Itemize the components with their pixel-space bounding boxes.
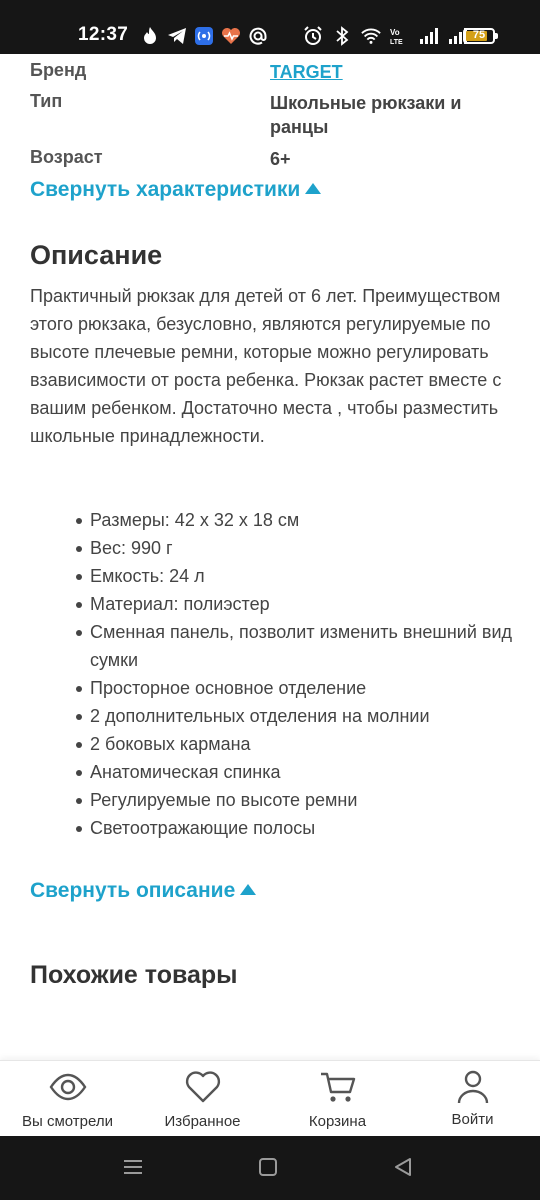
- signal-icon: [419, 26, 439, 46]
- bottom-navigation: [0, 1060, 540, 1136]
- nav-viewed[interactable]: [0, 1061, 135, 1137]
- alarm-icon: [303, 26, 323, 46]
- bluetooth-icon: [332, 26, 352, 46]
- system-navigation-bar: [0, 1136, 540, 1200]
- eye-icon: [48, 1067, 88, 1107]
- fire-icon: [140, 26, 160, 46]
- list-item: Просторное основное отделение: [90, 674, 520, 702]
- list-item: Анатомическая спинка: [90, 758, 520, 786]
- nav-label: Войти: [451, 1111, 494, 1128]
- radio-app-icon: [194, 26, 214, 46]
- list-item: Регулируемые по высоте ремни: [90, 786, 520, 814]
- status-time: 12:37: [78, 24, 129, 45]
- list-item: Размеры: 42 x 32 x 18 см: [90, 506, 520, 534]
- spec-label: Тип: [30, 91, 63, 111]
- home-icon[interactable]: [257, 1156, 279, 1183]
- list-item: Емкость: 24 л: [90, 562, 520, 590]
- telegram-icon: [167, 26, 187, 46]
- heart-icon: [183, 1067, 223, 1107]
- collapse-specs-label: Свернуть характеристики: [30, 178, 301, 201]
- spec-value: 6+: [270, 149, 291, 169]
- similar-products-heading: Похожие товары: [30, 961, 238, 989]
- volte-icon: [390, 26, 410, 46]
- brand-link[interactable]: TARGET: [270, 62, 343, 82]
- status-bar: [0, 0, 540, 54]
- spec-value: Школьные рюкзаки и ранцы: [270, 93, 462, 137]
- user-icon: [453, 1067, 493, 1107]
- nav-cart[interactable]: [270, 1061, 405, 1137]
- svg-text:LTE: LTE: [390, 39, 403, 46]
- battery-icon: [463, 28, 495, 44]
- feature-list: [90, 506, 520, 842]
- collapse-specs-button[interactable]: [30, 178, 321, 202]
- nav-login[interactable]: [405, 1061, 540, 1137]
- back-icon[interactable]: [392, 1156, 414, 1183]
- list-item: Вес: 990 г: [90, 534, 520, 562]
- description-text: Практичный рюкзак для детей от 6 лет. Преимуществом этого рюкзака, безусловно, являются регулируемые по высоте плечевые ремни, которые можно регулировать взависимости от роста ребенка. Рюкзак растет вместе с вашим ребенком. Достаточно места , чтобы разместить школьные принадлежности.: [30, 286, 502, 446]
- list-item: Светоотражающие полосы: [90, 814, 520, 842]
- menu-icon[interactable]: [122, 1156, 144, 1183]
- wifi-icon: [361, 26, 381, 46]
- battery-level: 75: [472, 29, 486, 41]
- chevron-up-icon: [240, 884, 256, 895]
- heart-pulse-icon: [221, 26, 241, 46]
- nav-label: Вы смотрели: [22, 1113, 113, 1130]
- list-item: 2 дополнительных отделения на молнии: [90, 702, 520, 730]
- at-icon: [248, 26, 268, 46]
- nav-favorites[interactable]: [135, 1061, 270, 1137]
- list-item: Материал: полиэстер: [90, 590, 520, 618]
- list-item: Сменная панель, позволит изменить внешний вид сумки: [90, 618, 520, 674]
- cart-icon: [318, 1067, 358, 1107]
- list-item: 2 боковых кармана: [90, 730, 520, 758]
- svg-text:Vo: Vo: [390, 28, 400, 37]
- chevron-up-icon: [305, 183, 321, 194]
- nav-label: Корзина: [308, 1113, 367, 1130]
- nav-label: Избранное: [164, 1113, 241, 1130]
- collapse-description-button[interactable]: [30, 879, 256, 903]
- spec-label: Бренд: [30, 60, 87, 80]
- product-details: [0, 54, 540, 1060]
- description-heading: Описание: [30, 240, 163, 270]
- collapse-description-label: Свернуть описание: [30, 879, 236, 902]
- spec-label: Возраст: [30, 147, 103, 167]
